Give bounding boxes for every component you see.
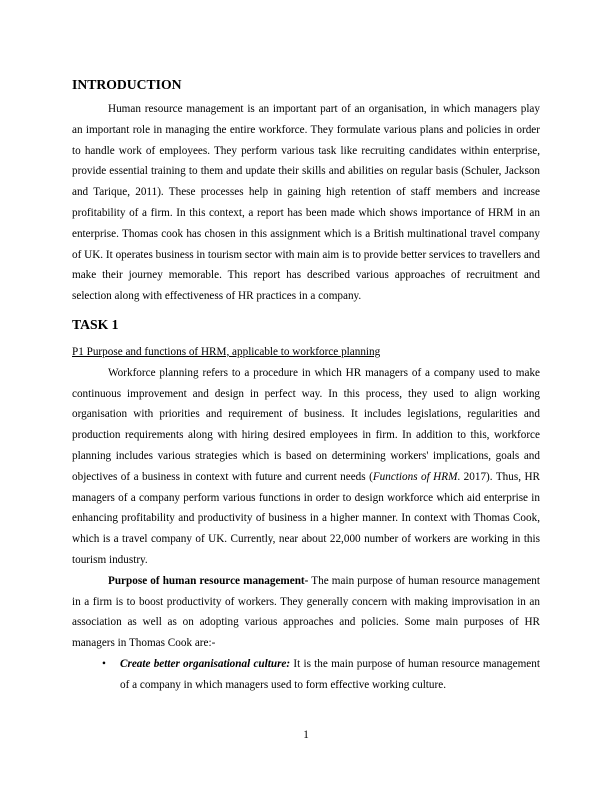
workforce-planning-paragraph (72, 363, 540, 571)
bullet-paragraph (120, 654, 540, 696)
bullet-text: It is the main purpose of human resource management of a company in which managers used to form effective working culture. (120, 657, 540, 691)
bullet-dot-icon: • (102, 657, 106, 670)
purposes-bullet-list (72, 654, 540, 696)
page-number: 1 (303, 729, 309, 741)
introduction-paragraph: Human resource management is an important part of an organisation, in which managers play an important role in managing the entire workforce. They formulate various plans and policies in order to handle work of employees. They perform various task like recruiting candidates within enterprise, provide essential training to them and update their skills and abilities on regular basis (Schuler, Jackson and Tarique, 2011). These processes help in gaining high retention of staff members and increase profitability of a firm. In this context, a report has been made which shows importance of HRM in an enterprise. Thomas cook has chosen in this assignment which is a British multinational travel company of UK. It operates business in tourism sector with main aim is to provide better services to travellers and make their journey memorable. This report has described various approaches of recruitment and selection along with effectiveness of HR practices in a company. (72, 103, 540, 303)
task1-heading: TASK 1 (72, 316, 119, 332)
page-content (72, 77, 540, 696)
workforce-text-a: Workforce planning refers to a procedure in which HR managers of a company used to make continuous improvement and design in perfect way. In this process, they used to align working organisation with priorities and requirement of business. It includes legislations, regularities and production requirements along with hiring desired employees in firm. In addition to this, workforce planning includes various strategies which is based on determining workers' implications, goals and objectives of a business in context with future and current needs ( (72, 366, 540, 483)
introduction-heading: INTRODUCTION (72, 77, 182, 92)
purpose-of-hrm-label: Purpose of human resource management- (108, 574, 309, 587)
bullet-title: Create better organisational culture: (120, 657, 291, 670)
workforce-text-b: . 2017). Thus, HR managers of a company perform various functions in order to design workforce which aid enterprise in enhancing profitability and productivity of business in a higher manner. In context with Thomas Cook, which is a travel company of UK. Currently, near about 22,000 number of workers are working in this tourism industry. (72, 470, 540, 566)
purpose-of-hrm-paragraph (72, 571, 540, 654)
functions-of-hrm-citation: Functions of HRM (372, 470, 458, 483)
bullet-item (72, 654, 540, 696)
purpose-of-hrm-text: The main purpose of human resource management in a firm is to boost productivity of workers. They generally concern with making improvisation in an association as well as on adopting various approaches and policies. Some main purposes of HR managers in Thomas Cook are:- (72, 574, 540, 650)
p1-subheading: P1 Purpose and functions of HRM, applicable to workforce planning (72, 345, 381, 358)
